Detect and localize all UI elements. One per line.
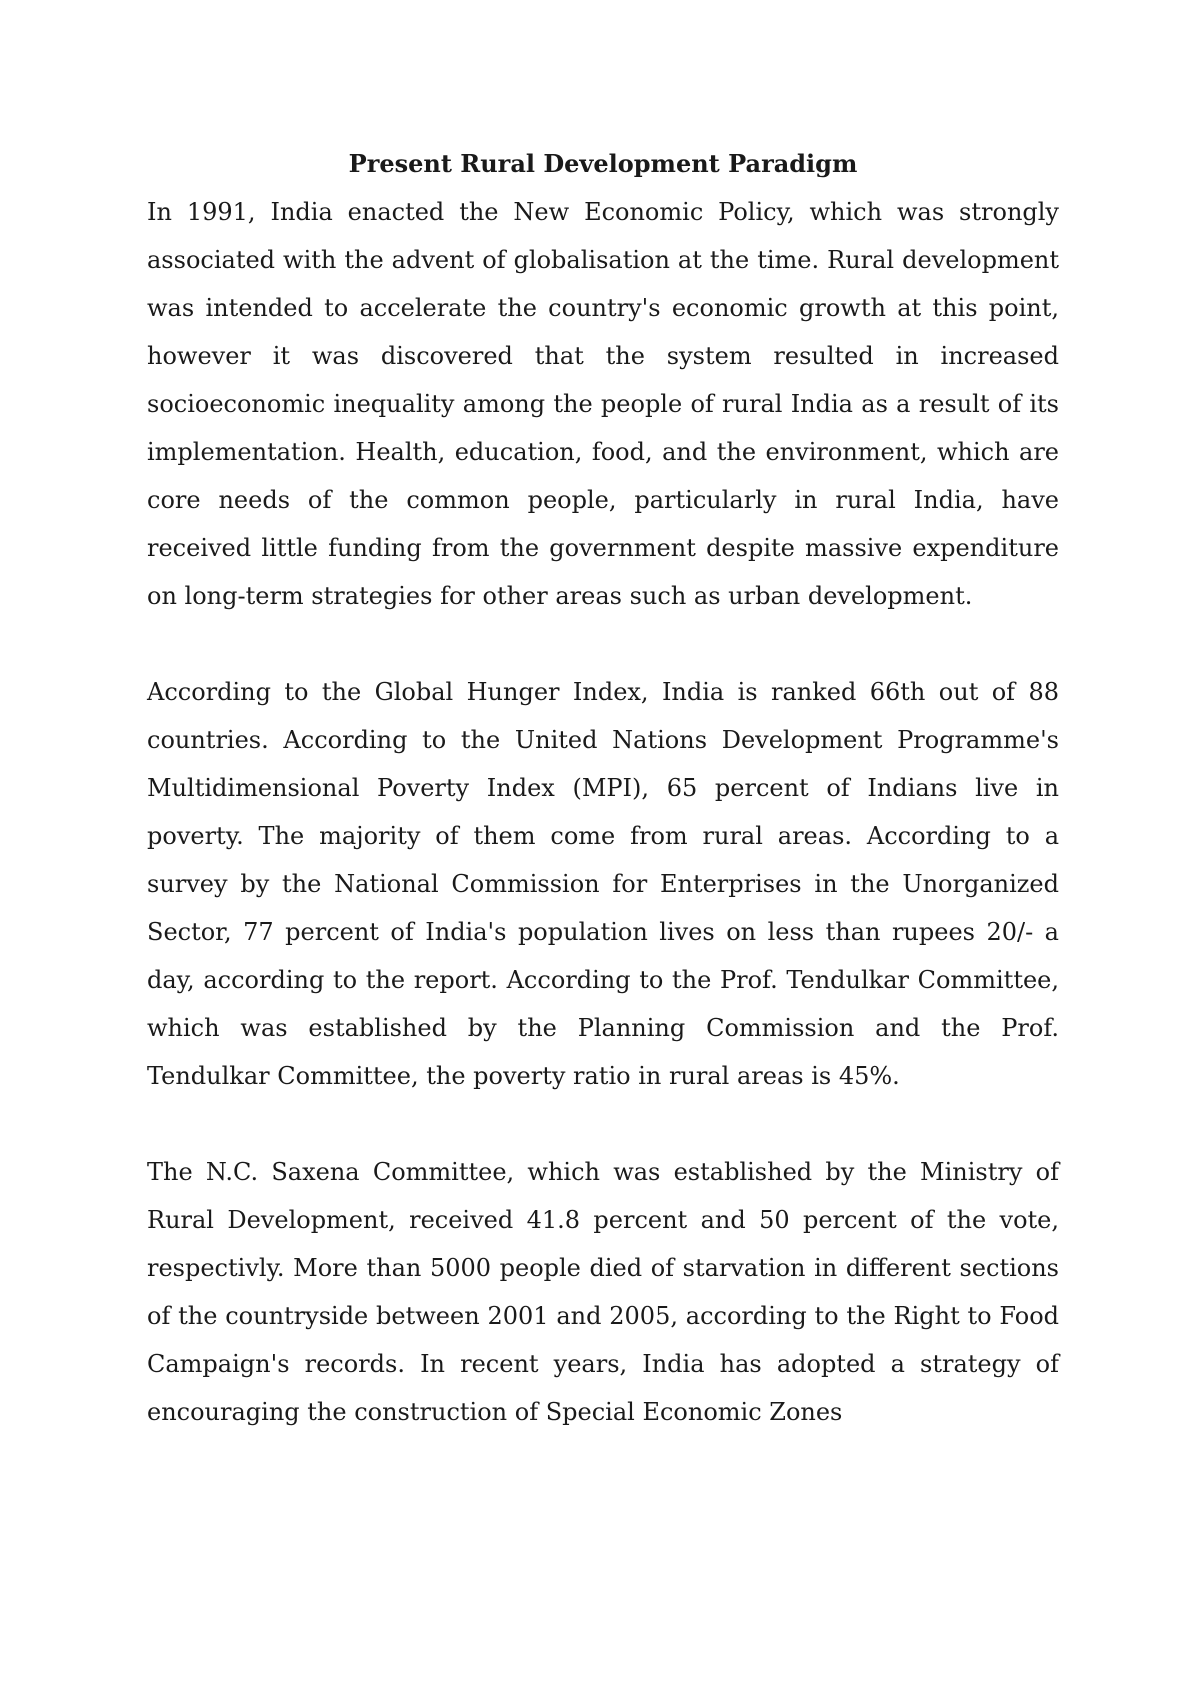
paragraph-saxena-committee: The N.C. Saxena Committee, which was established by the Ministry of Rural Development, received 41.8 percent and 50 percent of the vote, respectivly. More than 5000 people died of starvation in different sections of the countryside between 2001 and 2005, according to the Right to Food Campaign's records. In recent years, India has adopted a strategy of encouraging the construction of Special Economic Zones (147, 1158, 1059, 1426)
document-title: Present Rural Development Paradigm (348, 149, 858, 178)
document-body (147, 140, 1059, 1436)
paragraph-new-economic-policy: In 1991, India enacted the New Economic Policy, which was strongly associated with the advent of globalisation at the time. Rural development was intended to accelerate the country's economic growth at this point, however it was discovered that the system resulted in increased socioeconomic inequality among the people of rural India as a result of its implementation. Health, education, food, and the environment, which are core needs of the common people, particularly in rural India, have received little funding from the government despite massive expenditure on long-term strategies for other areas such as urban development. (147, 198, 1059, 610)
paragraph-poverty-statistics: According to the Global Hunger Index, India is ranked 66th out of 88 countries. According to the United Nations Development Programme's Multidimensional Poverty Index (MPI), 65 percent of Indians live in poverty. The majority of them come from rural areas. According to a survey by the National Commission for Enterprises in the Unorganized Sector, 77 percent of India's population lives on less than rupees 20/- a day, according to the report. According to the Prof. Tendulkar Committee, which was established by the Planning Commission and the Prof. Tendulkar Committee, the poverty ratio in rural areas is 45%. (147, 678, 1059, 1090)
